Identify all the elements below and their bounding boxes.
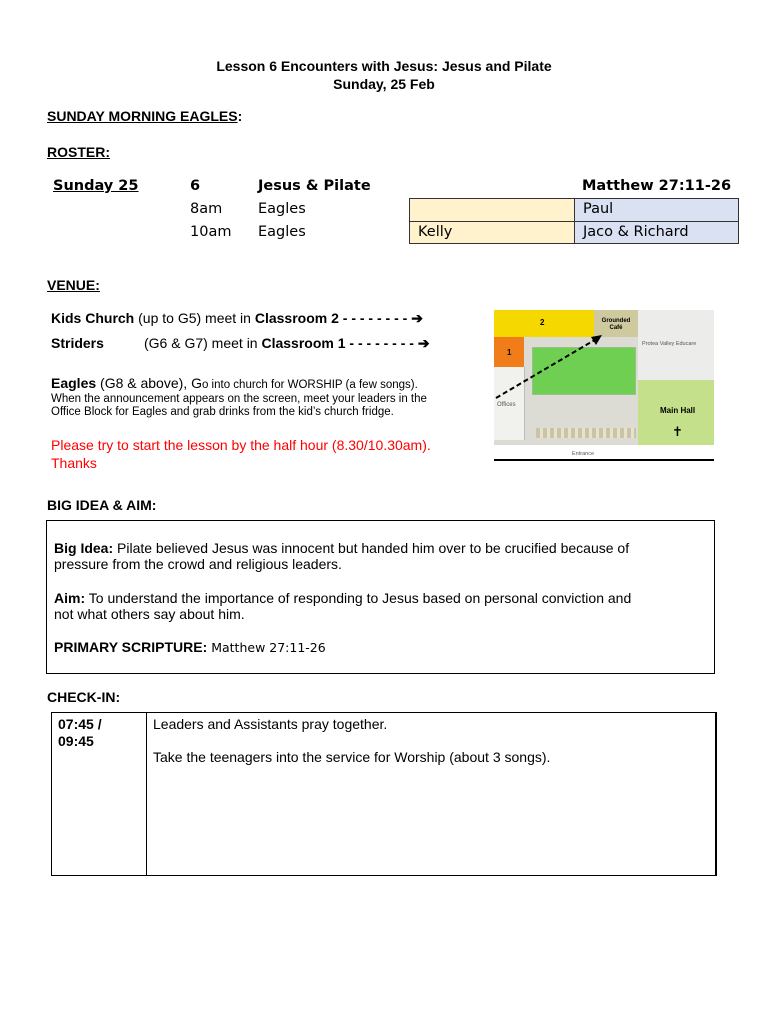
venue-eagles-range: (G8 & above), G [96, 375, 202, 391]
roster-heading: ROSTER: [47, 144, 110, 160]
venue-kids-range: (up to G5) meet in [134, 310, 255, 326]
big-idea-text: Pilate believed Jesus was innocent but handed him over to be crucified because of [113, 540, 630, 556]
big-idea-line1 [54, 540, 629, 556]
map-cafe-line1: Grounded [601, 318, 631, 324]
roster-lesson-number: 6 [190, 178, 201, 194]
aim-line1 [54, 590, 631, 606]
venue-kids-church [51, 310, 423, 327]
venue-kids-label: Kids Church [51, 310, 135, 326]
map-cafe-line2: Café [609, 325, 623, 331]
venue-striders-range: (G6 & G7) meet in [144, 335, 262, 351]
checkin-divider [146, 713, 147, 876]
roster-lesson-title: Jesus & Pilate [258, 178, 371, 194]
checkin-text2: Take the teenagers into the service for Worship (about 3 songs). [153, 749, 551, 765]
roster-row-leader: Paul [583, 201, 614, 217]
checkin-heading: CHECK-IN: [47, 689, 121, 705]
venue-note-line2: Thanks [51, 455, 97, 471]
big-idea-line2: pressure from the crowd and religious leaders. [54, 556, 342, 572]
roster-row-assistant-cell [409, 198, 575, 222]
venue-eagles-worship: o into church for WORSHIP (a few songs). [201, 379, 418, 391]
roster-row-time: 8am [190, 201, 223, 217]
map-entrance-label: Entrance [572, 451, 595, 457]
venue-eagles-line2: When the announcement appears on the screen, meet your leaders in the [51, 393, 427, 405]
primary-scripture-label: PRIMARY SCRIPTURE: [54, 639, 208, 655]
roster-row-assistant-cell [409, 221, 575, 244]
big-idea-label: Big Idea: [54, 540, 114, 556]
venue-map [494, 310, 714, 462]
venue-striders [51, 335, 430, 352]
roster-scripture: Matthew 27:11-26 [582, 178, 732, 194]
venue-kids-room: Classroom 2 - - - - - - - - [254, 310, 412, 326]
primary-scripture [54, 639, 326, 656]
big-idea-heading: BIG IDEA & AIM: [47, 497, 157, 513]
aim-label: Aim: [54, 590, 86, 606]
page-title: Lesson 6 Encounters with Jesus: Jesus and Pilate [216, 58, 552, 74]
aim-line2: not what others say about him. [54, 606, 245, 622]
roster-row-leader-cell [574, 198, 739, 222]
map-classroom-1-label: 1 [507, 348, 512, 357]
roster-row-leader: Jaco & Richard [583, 224, 689, 240]
map-offices-label: Offices [497, 402, 516, 408]
map-classroom-2-label: 2 [540, 318, 545, 327]
section-eagles-text: SUNDAY MORNING EAGLES [47, 108, 238, 124]
roster-row-group: Eagles [258, 224, 306, 240]
venue-striders-label: Striders [51, 335, 104, 351]
venue-heading: VENUE: [47, 277, 100, 293]
roster-row-time: 10am [190, 224, 232, 240]
map-main-hall-label: Main Hall [660, 406, 696, 415]
roster-row-leader-cell [574, 221, 739, 244]
primary-scripture-value: Matthew 27:11-26 [207, 640, 326, 655]
arrow-right-icon: ➔ [411, 310, 423, 326]
route-arrow-icon [494, 310, 714, 462]
checkin-time-line2: 09:45 [58, 733, 94, 749]
roster-row-assistant: Kelly [418, 224, 453, 240]
map-educare-label: Protea Valley Educare [642, 341, 697, 347]
big-idea-box [46, 520, 715, 674]
checkin-table [51, 712, 717, 876]
venue-eagles-line3: Office Block for Eagles and grab drinks from the kid’s church fridge. [51, 406, 394, 418]
venue-striders-room: Classroom 1 - - - - - - - - [261, 335, 418, 351]
section-eagles-colon: : [237, 108, 243, 124]
roster-day: Sunday 25 [53, 178, 139, 194]
venue-eagles-label: Eagles [51, 375, 97, 391]
venue-note-line1: Please try to start the lesson by the half hour (8.30/10.30am). [51, 437, 431, 453]
venue-eagles [51, 376, 418, 393]
cross-icon: ✝ [672, 424, 683, 439]
roster-row-group: Eagles [258, 201, 306, 217]
checkin-text1: Leaders and Assistants pray together. [153, 716, 388, 732]
arrow-right-icon: ➔ [417, 335, 430, 351]
aim-text: To understand the importance of responding to Jesus based on personal conviction and [85, 590, 632, 606]
page-date: Sunday, 25 Feb [333, 76, 435, 92]
section-eagles-heading [47, 108, 242, 124]
checkin-time-line1: 07:45 / [58, 716, 102, 732]
checkin-right-border [715, 713, 717, 876]
